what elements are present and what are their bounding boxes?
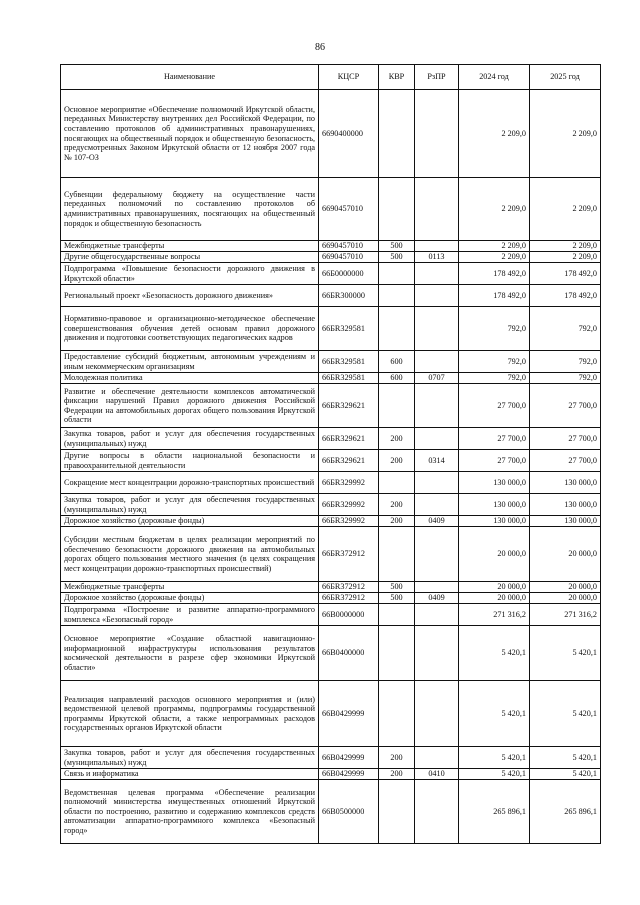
row-amount-2025: 27 700,0 [530,384,601,428]
row-rzpr: 0314 [415,450,459,472]
row-amount-2024: 130 000,0 [459,472,530,494]
row-rzpr [415,604,459,626]
row-kcsr: 66БR329621 [319,450,379,472]
row-kvr: 200 [379,769,415,780]
row-kcsr: 66Б0000000 [319,263,379,285]
row-kvr: 200 [379,747,415,769]
row-amount-2024: 792,0 [459,351,530,373]
table-row [61,428,601,450]
row-kcsr: 6690457010 [319,241,379,252]
row-kvr: 200 [379,450,415,472]
row-kvr: 200 [379,516,415,527]
row-amount-2025: 130 000,0 [530,494,601,516]
row-amount-2025: 5 420,1 [530,747,601,769]
row-kvr [379,527,415,582]
row-name: Молодежная политика [61,373,319,384]
row-amount-2024: 178 492,0 [459,285,530,307]
row-rzpr [415,472,459,494]
row-amount-2025: 178 492,0 [530,263,601,285]
column-header-2024: 2024 год [459,65,530,90]
row-kvr [379,626,415,681]
row-name: Закупка товаров, работ и услуг для обеспечения государственных (муниципальных) нужд [61,494,319,516]
table-header-row [61,65,601,90]
row-amount-2025: 20 000,0 [530,582,601,593]
row-amount-2025: 5 420,1 [530,681,601,747]
table-row [61,241,601,252]
row-kcsr: 66В0000000 [319,604,379,626]
row-kcsr: 66БR329992 [319,472,379,494]
table-row [61,285,601,307]
row-name: Нормативно-правовое и организационно-методическое обеспечение совершенствования обучения детей основам правил дорожного движения и подготовки соответствующих педагогических кадров [61,307,319,351]
row-kvr [379,681,415,747]
row-amount-2025: 20 000,0 [530,527,601,582]
table-row [61,527,601,582]
row-kcsr: 66БR329992 [319,494,379,516]
row-amount-2025: 2 209,0 [530,252,601,263]
row-amount-2024: 27 700,0 [459,428,530,450]
column-header-kcsr: КЦСР [319,65,379,90]
row-rzpr [415,384,459,428]
row-rzpr [415,178,459,241]
row-name: Связь и информатика [61,769,319,780]
row-rzpr [415,428,459,450]
table-row [61,252,601,263]
row-amount-2025: 792,0 [530,351,601,373]
row-kcsr: 66В0429999 [319,769,379,780]
row-name: Межбюджетные трансферты [61,582,319,593]
row-amount-2025: 271 316,2 [530,604,601,626]
row-kcsr: 66БR329992 [319,516,379,527]
table-row [61,178,601,241]
row-amount-2024: 130 000,0 [459,494,530,516]
row-rzpr: 0410 [415,769,459,780]
row-amount-2024: 265 896,1 [459,780,530,844]
row-rzpr: 0409 [415,593,459,604]
row-name: Предоставление субсидий бюджетным, автономным учреждениям и иным некоммерческим организациям [61,351,319,373]
row-name: Основное мероприятие «Создание областной навигационно-информационной инфраструктуры использования результатов космической деятельности в разрезе сфер экономики Иркутской области» [61,626,319,681]
row-kvr: 200 [379,428,415,450]
row-kcsr: 66БR300000 [319,285,379,307]
row-amount-2024: 178 492,0 [459,263,530,285]
row-name: Региональный проект «Безопасность дорожного движения» [61,285,319,307]
row-amount-2024: 20 000,0 [459,582,530,593]
row-kvr: 600 [379,373,415,384]
row-kvr [379,384,415,428]
table-row [61,307,601,351]
row-amount-2024: 27 700,0 [459,450,530,472]
table-row [61,384,601,428]
row-name: Реализация направлений расходов основного мероприятия и (или) ведомственной целевой программы, подпрограммы государственной программы Иркутской области, а также непрограммных расходов государственных органов Иркутской области [61,681,319,747]
row-kcsr: 66В0429999 [319,681,379,747]
row-amount-2024: 5 420,1 [459,626,530,681]
row-rzpr [415,285,459,307]
row-rzpr [415,494,459,516]
row-amount-2024: 271 316,2 [459,604,530,626]
row-amount-2025: 27 700,0 [530,450,601,472]
row-amount-2024: 27 700,0 [459,384,530,428]
table-row [61,604,601,626]
column-header-kvr: КВР [379,65,415,90]
row-name: Другие общегосударственные вопросы [61,252,319,263]
row-name: Основное мероприятие «Обеспечение полномочий Иркутской области, переданных Министерству внутренних дел Российской Федерации, по составлению протоколов об административных правонарушениях, посягающих на общественный порядок и общественную безопасность, предусмотренных Законом Иркутской области от 12 ноября 2007 года № 107-ОЗ [61,90,319,178]
row-amount-2025: 792,0 [530,307,601,351]
row-rzpr: 0409 [415,516,459,527]
table-row [61,351,601,373]
row-kvr [379,285,415,307]
table-row [61,681,601,747]
row-amount-2024: 130 000,0 [459,516,530,527]
row-kvr: 500 [379,252,415,263]
row-kcsr: 66БR329581 [319,307,379,351]
table-row [61,450,601,472]
row-amount-2024: 2 209,0 [459,90,530,178]
table-row [61,747,601,769]
row-kcsr: 6690457010 [319,178,379,241]
row-rzpr [415,626,459,681]
page-number: 86 [315,42,325,53]
row-kcsr: 66БR372912 [319,582,379,593]
row-amount-2025: 5 420,1 [530,626,601,681]
table-row [61,780,601,844]
row-kvr [379,307,415,351]
table-row [61,373,601,384]
row-amount-2024: 5 420,1 [459,769,530,780]
table-row [61,769,601,780]
row-kcsr: 66В0500000 [319,780,379,844]
row-amount-2025: 2 209,0 [530,90,601,178]
row-kvr [379,780,415,844]
row-amount-2025: 178 492,0 [530,285,601,307]
row-rzpr [415,263,459,285]
row-kcsr: 66БR329581 [319,373,379,384]
row-rzpr [415,527,459,582]
row-name: Развитие и обеспечение деятельности комплексов автоматической фиксации нарушений Правил дорожного движения Российской Федерации на автомобильных дорогах общего пользования Иркутской области [61,384,319,428]
row-rzpr [415,90,459,178]
row-amount-2025: 265 896,1 [530,780,601,844]
row-kcsr: 66В0400000 [319,626,379,681]
row-kvr [379,178,415,241]
row-amount-2024: 20 000,0 [459,593,530,604]
row-amount-2024: 2 209,0 [459,252,530,263]
row-kvr: 200 [379,494,415,516]
table-row [61,494,601,516]
row-name: Подпрограмма «Повышение безопасности дорожного движения в Иркутской области» [61,263,319,285]
row-rzpr [415,307,459,351]
row-amount-2024: 792,0 [459,373,530,384]
row-rzpr [415,747,459,769]
row-rzpr [415,351,459,373]
row-amount-2024: 2 209,0 [459,241,530,252]
table-row [61,472,601,494]
row-name: Ведомственная целевая программа «Обеспечение реализации полномочий министерства имущественных отношений Иркутской области по построению, развитию и содержанию комплексов средств автоматизации аппаратно-программного комплекса «Безопасный город» [61,780,319,844]
column-header-name: Наименование [61,65,319,90]
row-amount-2024: 5 420,1 [459,747,530,769]
row-amount-2025: 27 700,0 [530,428,601,450]
table-row [61,626,601,681]
row-name: Закупка товаров, работ и услуг для обеспечения государственных (муниципальных) нужд [61,428,319,450]
table-row [61,516,601,527]
row-rzpr [415,582,459,593]
column-header-rzpr: РзПР [415,65,459,90]
row-name: Субвенции федеральному бюджету на осуществление части переданных полномочий по составлению протоколов об административных правонарушениях, посягающих на общественный порядок и общественную безопасность [61,178,319,241]
row-amount-2025: 130 000,0 [530,516,601,527]
row-amount-2025: 20 000,0 [530,593,601,604]
row-amount-2024: 5 420,1 [459,681,530,747]
row-rzpr: 0707 [415,373,459,384]
row-kcsr: 66БR372912 [319,593,379,604]
table-row [61,263,601,285]
row-kvr: 500 [379,241,415,252]
row-amount-2024: 20 000,0 [459,527,530,582]
row-kcsr: 66БR329581 [319,351,379,373]
row-name: Дорожное хозяйство (дорожные фонды) [61,516,319,527]
row-kvr [379,604,415,626]
row-name: Межбюджетные трансферты [61,241,319,252]
row-rzpr: 0113 [415,252,459,263]
row-kvr: 500 [379,582,415,593]
column-header-2025: 2025 год [530,65,601,90]
row-kcsr: 66В0429999 [319,747,379,769]
row-kcsr: 6690457010 [319,252,379,263]
row-kvr [379,472,415,494]
table-row [61,582,601,593]
row-kcsr: 66БR329621 [319,384,379,428]
row-amount-2024: 2 209,0 [459,178,530,241]
row-amount-2025: 2 209,0 [530,178,601,241]
row-name: Подпрограмма «Построение и развитие аппаратно-программного комплекса «Безопасный город» [61,604,319,626]
row-name: Субсидии местным бюджетам в целях реализации мероприятий по обеспечению безопасности дорожного движения на автомобильных дорогах общего пользования местного значения (в целях сокращения мест концентрации дорожно-транспортных происшествий) [61,527,319,582]
row-kvr [379,90,415,178]
row-name: Сокращение мест концентрации дорожно-транспортных происшествий [61,472,319,494]
table-body [61,90,601,844]
row-kvr [379,263,415,285]
table-row [61,593,601,604]
row-amount-2025: 5 420,1 [530,769,601,780]
table-row [61,90,601,178]
row-kvr: 500 [379,593,415,604]
row-rzpr [415,780,459,844]
row-kcsr: 66БR329621 [319,428,379,450]
row-amount-2025: 792,0 [530,373,601,384]
row-amount-2025: 130 000,0 [530,472,601,494]
budget-table [60,64,601,844]
row-kvr: 600 [379,351,415,373]
row-name: Закупка товаров, работ и услуг для обеспечения государственных (муниципальных) нужд [61,747,319,769]
row-rzpr [415,681,459,747]
row-name: Дорожное хозяйство (дорожные фонды) [61,593,319,604]
row-amount-2024: 792,0 [459,307,530,351]
row-kcsr: 66БR372912 [319,527,379,582]
row-kcsr: 6690400000 [319,90,379,178]
row-name: Другие вопросы в области национальной безопасности и правоохранительной деятельности [61,450,319,472]
row-amount-2025: 2 209,0 [530,241,601,252]
row-rzpr [415,241,459,252]
